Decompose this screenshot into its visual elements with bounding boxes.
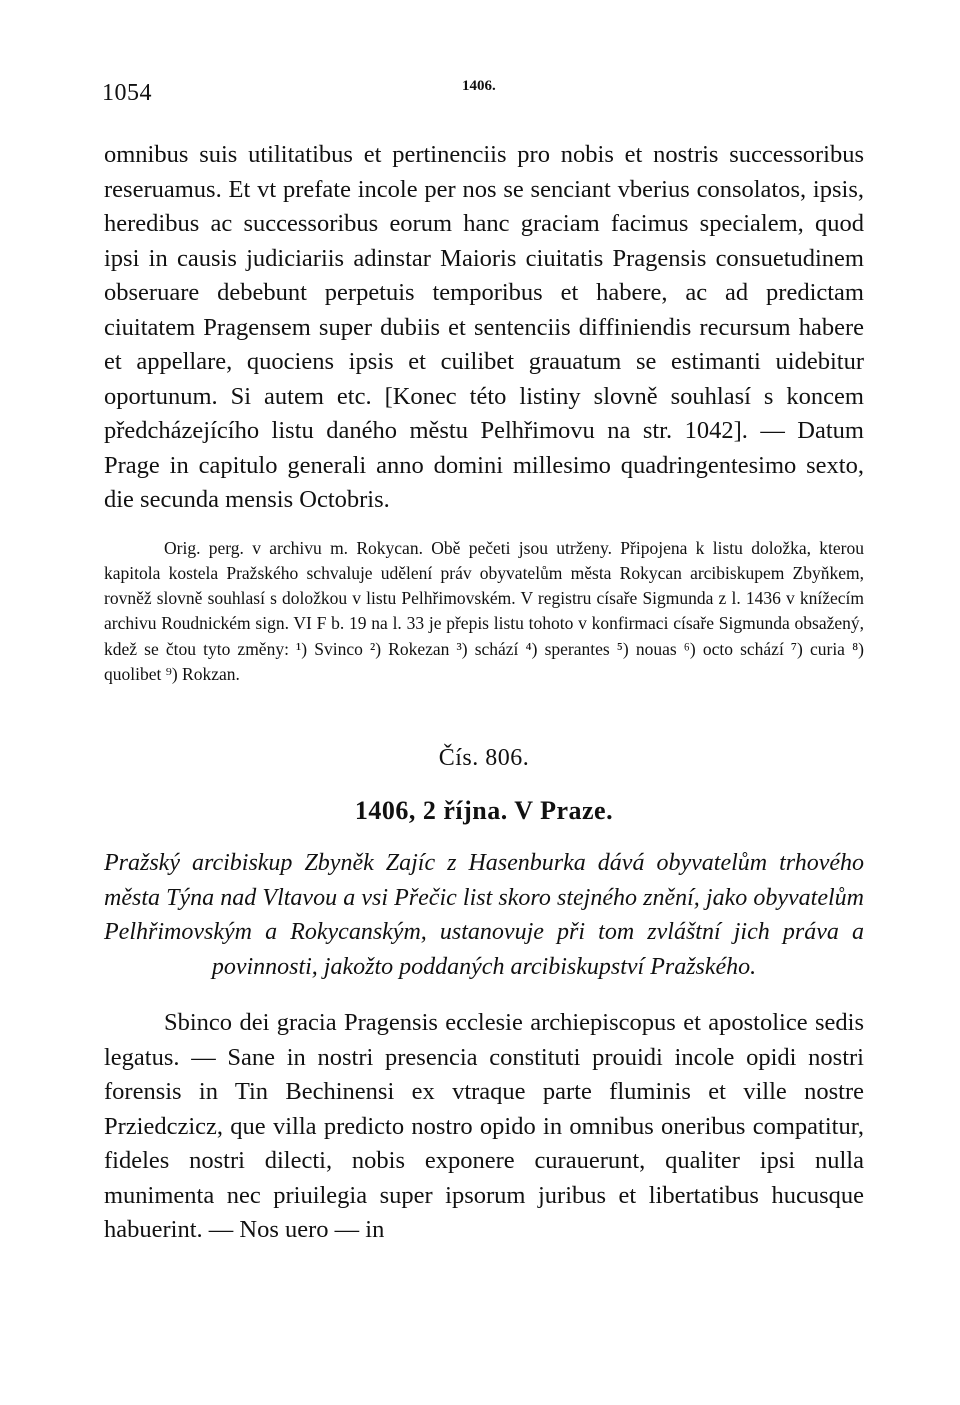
page-header (104, 78, 864, 118)
source-note: Orig. perg. v archivu m. Rokycan. Obě pečeti jsou utrženy. Připojena k listu doložka, kterou kapitola kostela Pražského schvaluje udělení práv obyvatelům města Rokycan arcibiskupem Zbyňkem, rovněž slovně souhlasí s doložkou v listu Pelhřimovském. V registru císaře Sigmunda z l. 1436 v knížecím archivu Roudnickém sign. VI F b. 19 na l. 33 je přepis listu tohoto v konfirmaci císaře Sigmunda obsažený, kdež se čtou tyto změny: ¹) Svinco ²) Rokezan ³) schází ⁴) sperantes ⁵) nouas ⁶) octo schází ⁷) curia ⁸) quolibet ⁹) Rokzan. (104, 537, 864, 684)
continuation-paragraph: omnibus suis utilitatibus et pertinenciis pro nobis et nostris successoribus reseruamus. Et vt prefate incole per nos se senciant vberius consolatos, ipsis, heredibus ac successoribus eorum hanc graciam facimus specialem, quod ipsi in causis judiciariis adinstar Maioris ciuitatis Pragensis consuetudinem obseruare debebunt perpetuis temporibus et habere, ac ad predictam ciuitatem Pragensem super dubiis et sentenciis diffiniendis recursum habere et appellare, quociens ipsis et cuilibet grauatum se estimanti uidebitur oportunum. Si autem etc. [Konec této listiny slovně souhlasí s koncem předcházejícího listu daného městu Pelhřimovu na str. 1042]. — Datum Prage in capitulo generali anno domini millesimo quadringentesimo sexto, die secunda mensis Octobris. (104, 141, 864, 513)
document-date-heading: 1406, 2 října. V Praze. (354, 796, 614, 826)
page-number: 1054 (102, 80, 152, 106)
running-head-year: 1406. (462, 78, 496, 94)
document-regest: Pražský arcibiskup Zbyněk Zajíc z Hasenburka dává obyvatelům trhového města Týna nad Vltavou a vsi Přečic list skoro stejného znění, jako obyvatelům Pelhřimovským a Rokycanským, ustanovuje při tom zvláštní jich práva a povinnosti, jakožto poddaných arcibiskupství Pražského. (104, 850, 864, 980)
document-page (104, 78, 864, 1248)
document-body: Sbinco dei gracia Pragensis ecclesie archiepiscopus et apostolice sedis legatus. — Sane in nostri presencia constituti prouidi incole opidi nostri forensis in Tin Bechinensi ex vtraque parte fluminis et ville nostre Prziedczicz, que villa predicto nostro opido in omnibus oneribus compatitur, fideles nostri dilecti, nobis exponere curauerunt, qualiter ipsi nulla munimenta nec priuilegia super ipsorum juribus et libertatibus hucusque habuerint. — Nos uero — in (104, 1009, 864, 1244)
document-number: Čís. 806. (438, 745, 530, 772)
